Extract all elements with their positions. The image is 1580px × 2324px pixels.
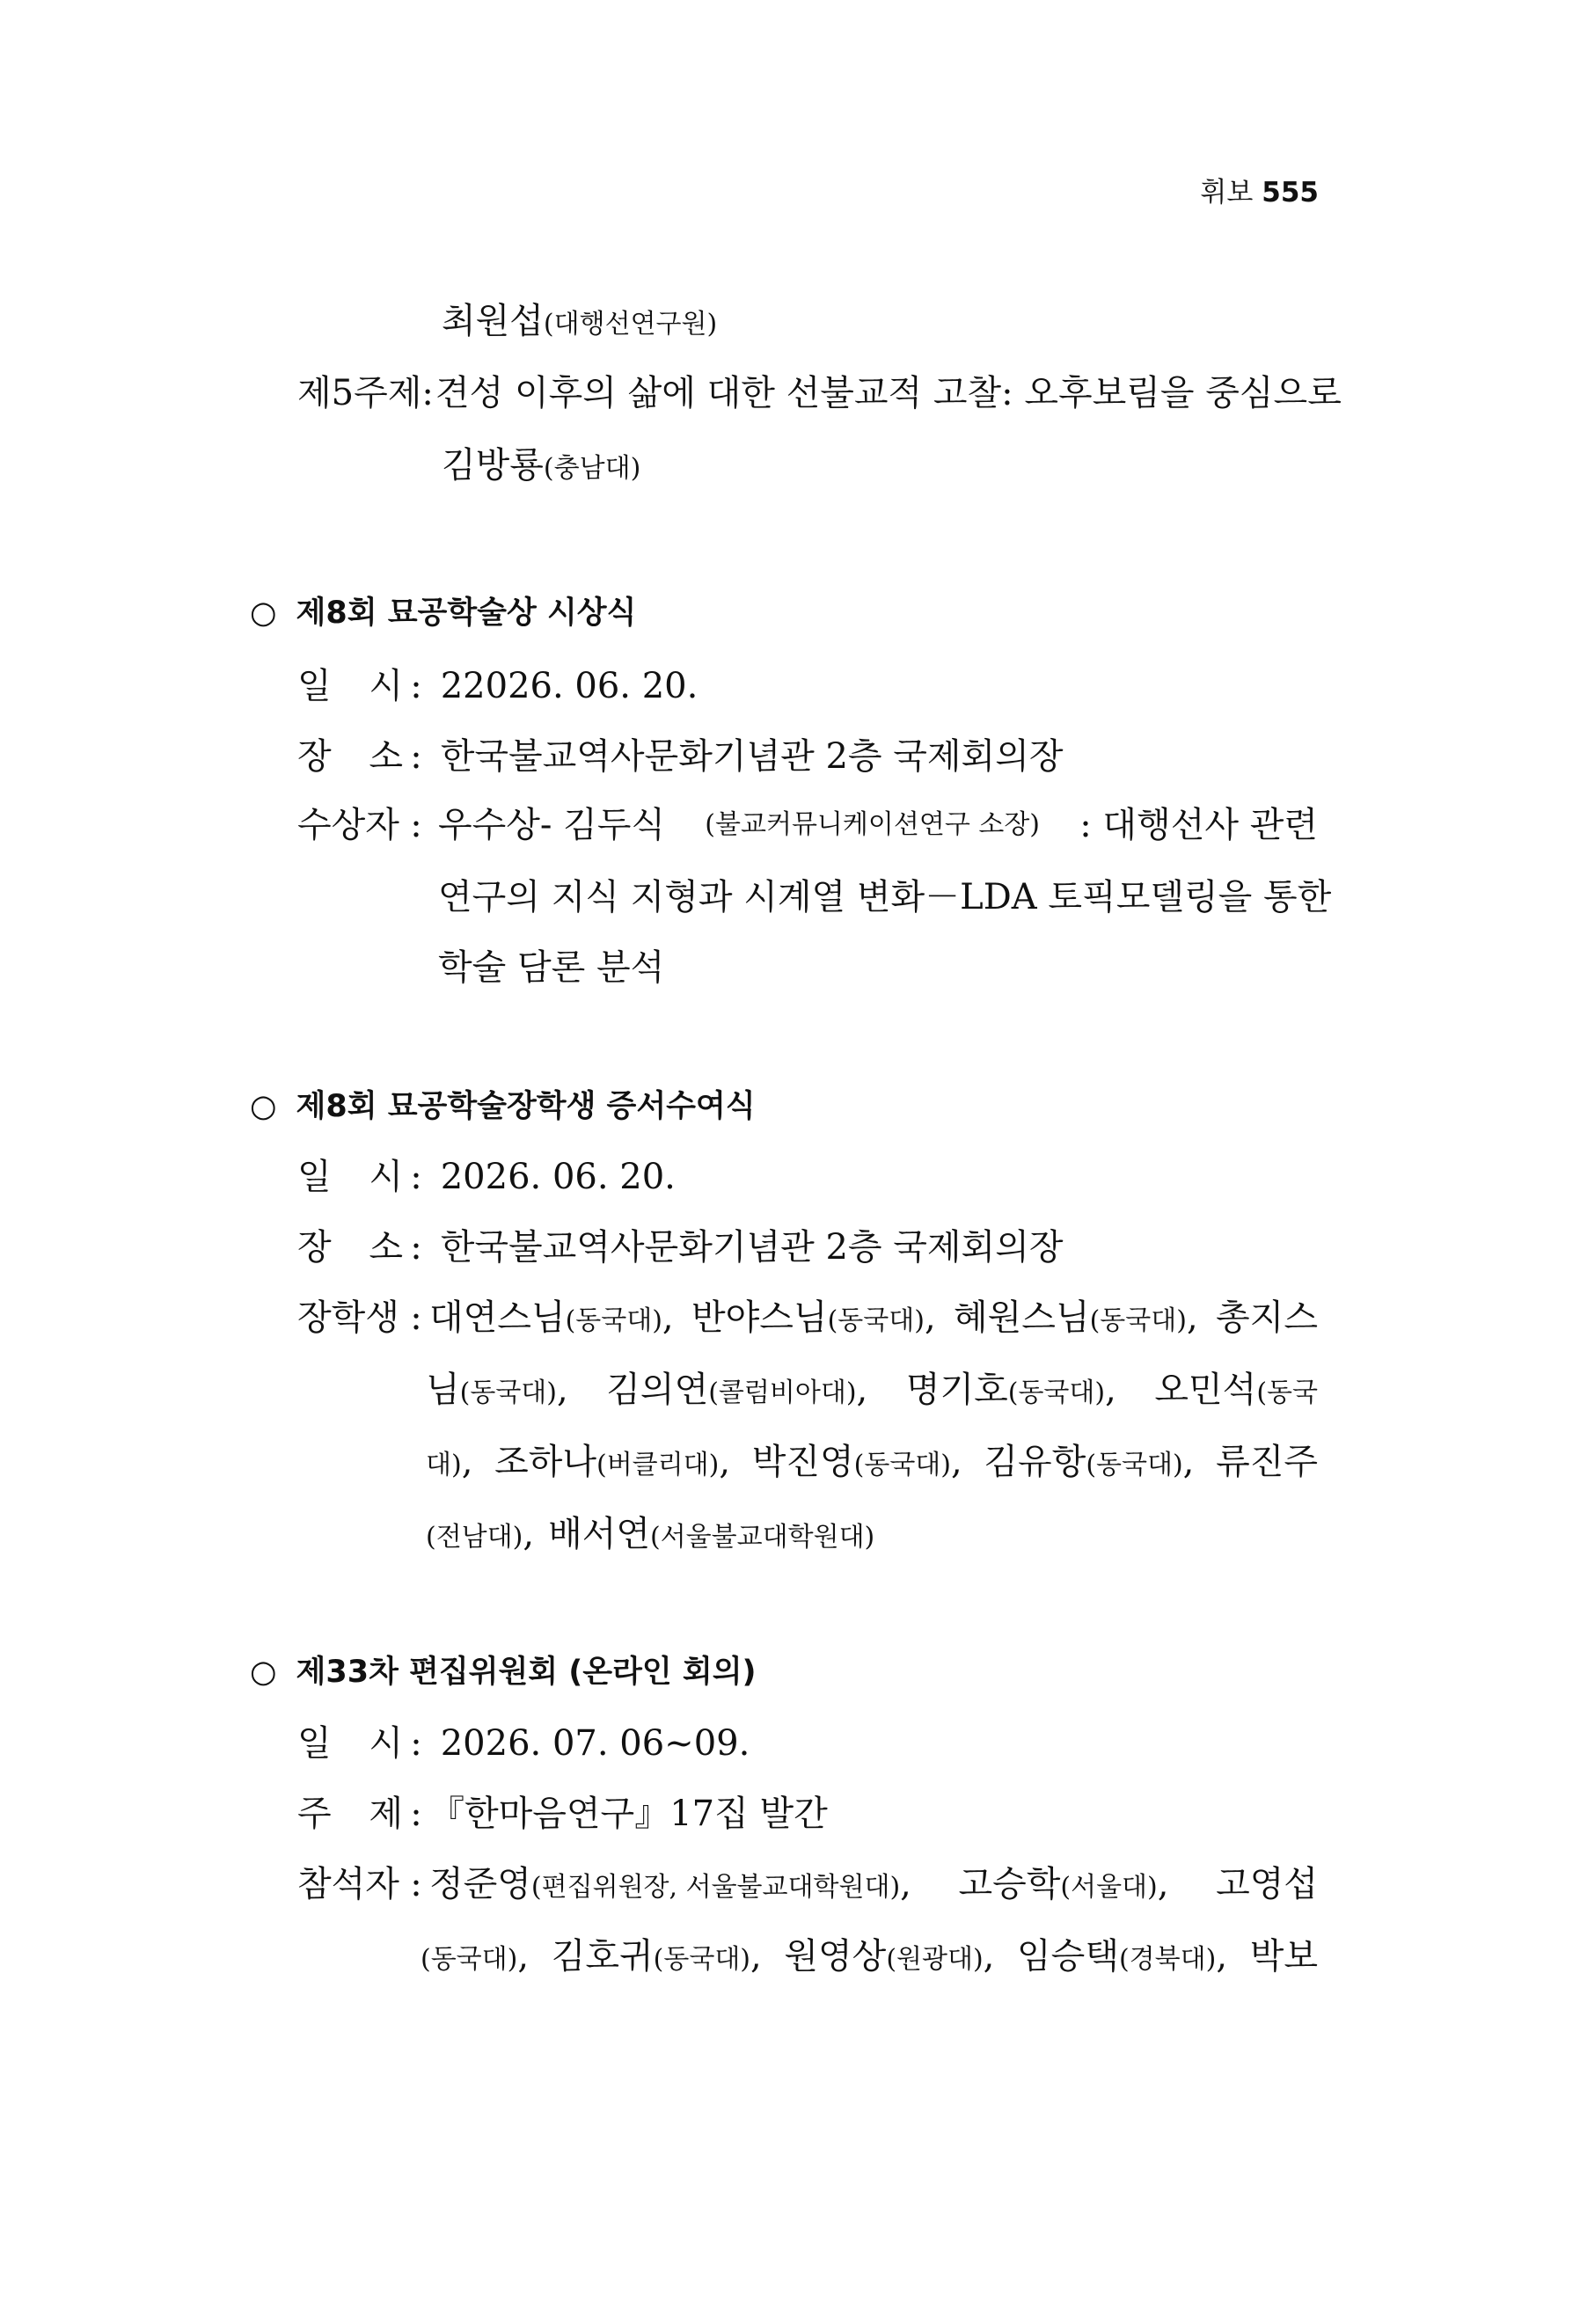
person-entry [1216,1858,1318,1911]
field-label: 장 소 [297,736,403,777]
field-label: 참석자 [297,1864,399,1904]
person-entry [426,1508,534,1560]
person-name: 박보 [1249,1936,1318,1977]
presenter-name: 김방룡 [442,445,544,486]
person-entry [1154,1363,1318,1416]
colon: : [410,805,422,845]
place-row [297,730,1063,783]
field-label: 일 시 [297,666,403,706]
field-label: 장학생 [297,1297,399,1338]
person-entry [752,1436,962,1488]
attendee-row [297,1858,1318,1911]
person-affiliation: (동국대) [1086,1450,1183,1480]
person-entry [1017,1930,1227,1983]
person-affiliation: (동국대) [421,1944,518,1975]
person-name: 님 [426,1370,460,1410]
separator: , [517,1936,530,1977]
colon: : [410,1794,422,1834]
separator: , [1182,1442,1195,1482]
award-title-line: 학술 담론 분석 [438,947,665,988]
person-affiliation: (전남대) [426,1522,523,1553]
date-row [297,1717,750,1770]
person-entry [984,1436,1194,1488]
separator: , [1216,1936,1228,1977]
field-label: 장 소 [297,1227,403,1268]
separator: , [662,1297,674,1338]
person-affiliation: (동국대) [827,1305,925,1336]
person-entry [429,1858,911,1911]
field-label: 일 시 [297,1723,403,1764]
date-row [297,1151,676,1203]
separator: , [557,1370,568,1410]
colon: : [410,1723,422,1764]
colon: : [410,1227,422,1268]
date-row [297,660,698,713]
separator: , [983,1936,995,1977]
recipient-list [429,1291,1318,1344]
presenter-line [442,295,717,347]
bullet-icon: ○ [250,1655,277,1690]
person-entry [494,1436,730,1488]
presenter-name: 최원섭 [442,301,544,341]
person-entry [958,1858,1168,1911]
subject-value: 『한마음연구』17집 발간 [429,1794,828,1834]
scholarship-row [297,1291,1318,1344]
heading-text: 제8회 묘공학술장학생 증서수여식 [296,1089,756,1124]
recipient-list [426,1436,1318,1488]
person-name: 혜원스님 [954,1297,1090,1338]
person-entry [548,1508,874,1560]
bullet-icon: ○ [250,596,277,631]
person-name: 김유항 [984,1442,1086,1482]
separator: , [856,1370,868,1410]
person-name: 박진영 [751,1442,854,1482]
section-heading [250,1080,756,1133]
topic5-title: 견성 이후의 삶에 대한 선불교적 고찰: 오후보림을 중심으로 [435,373,1342,413]
person-name: 류진주 [1216,1442,1318,1482]
person-name: 조하나 [494,1442,596,1482]
person-entry [426,1436,472,1488]
separator: , [900,1864,911,1904]
field-label: 수상자 [297,805,399,845]
separator: , [461,1442,473,1482]
award-title-line: 연구의 지식 지형과 시계열 변화－LDA 토픽모델링을 통한 [438,877,1332,917]
person-name: 임승택 [1017,1936,1119,1977]
recipient-list [426,1363,1318,1416]
person-entry [906,1363,1116,1416]
header-label: 휘보 [1200,177,1254,208]
person-name: 배서연 [548,1514,650,1554]
page-number: 555 [1262,177,1319,208]
field-label: 일 시 [297,1157,403,1197]
place-value: 한국불교역사문화기념관 2층 국제회의장 [440,1227,1064,1268]
person-affiliation: (동국대) [1089,1305,1187,1336]
person-affiliation: (동국대) [653,1944,751,1975]
person-affiliation: (경북대) [1118,1944,1217,1975]
person-name: 대연스님 [429,1297,566,1338]
separator: , [719,1442,731,1482]
person-affiliation: (콜럼비아대) [708,1378,857,1408]
person-affiliation: (원광대) [886,1944,984,1975]
person-entry [1216,1436,1318,1488]
award-row [297,799,1318,851]
person-entry [429,1291,674,1344]
award-affiliation: (불교커뮤니케이션연구 소장) [705,809,1041,840]
running-header [1200,170,1319,209]
person-entry [426,1363,568,1416]
date-value: 2026. 06. 20. [440,1157,676,1197]
presenter-affiliation: (대행선연구원) [543,309,718,340]
attendee-list [429,1858,1318,1911]
section-heading [250,587,636,639]
heading-text: 제33차 편집위원회 (온라인 회의) [296,1655,757,1690]
colon: : [410,1157,422,1197]
person-entry [1216,1291,1318,1344]
place-value: 한국불교역사문화기념관 2층 국제회의장 [440,736,1064,777]
person-affiliation: (동국대) [565,1305,662,1336]
heading-text: 제8회 묘공학술상 시상식 [296,596,637,631]
colon: : [410,1297,422,1338]
person-name: 원영상 [784,1936,887,1977]
colon: : [410,1864,422,1904]
separator: , [951,1442,962,1482]
separator: , [1157,1864,1169,1904]
person-entry [606,1363,867,1416]
date-value: 22026. 06. 20. [440,666,699,706]
attendee-list [421,1930,1318,1983]
person-affiliation: (동국 [1256,1378,1318,1408]
field-label: 주 제 [297,1794,403,1834]
person-affiliation: (서울불교대학원대) [650,1522,875,1553]
topic5-line [297,367,1342,420]
person-entry [421,1930,529,1983]
bullet-icon: ○ [250,1089,277,1124]
separator: , [1186,1297,1198,1338]
separator: , [1105,1370,1116,1410]
person-name: 반야스님 [691,1297,828,1338]
place-row [297,1221,1063,1274]
subject-row [297,1787,828,1840]
person-entry [691,1291,936,1344]
person-affiliation: (동국대) [1007,1378,1106,1408]
person-name: 명기호 [905,1370,1008,1410]
separator: , [924,1297,936,1338]
colon: : [410,666,422,706]
person-affiliation: (동국대) [459,1378,557,1408]
person-entry [954,1291,1198,1344]
award-title-start: : 대행선사 관련 [1079,805,1318,845]
section-heading [250,1646,757,1699]
person-name: 고영섭 [1216,1864,1318,1904]
person-name: 고승학 [958,1864,1061,1904]
presenter-line [442,439,640,492]
person-entry [552,1930,762,1983]
person-name: 김의연 [606,1370,709,1410]
topic5-label: 제5주제: [297,373,434,413]
person-name: 오민석 [1154,1370,1257,1410]
presenter-affiliation: (충남대) [543,453,641,484]
recipient-list [426,1508,874,1560]
person-name: 총지스 [1216,1297,1318,1338]
person-affiliation: 대) [426,1450,462,1480]
person-entry [1250,1930,1318,1983]
person-name: 정준영 [429,1864,531,1904]
person-entry [784,1930,994,1983]
person-affiliation: (편집위원장, 서울불교대학원대) [530,1872,901,1903]
award-winner: 우수상- 김두식 [438,805,666,845]
separator: , [523,1514,535,1554]
person-affiliation: (버클리대) [596,1450,720,1480]
person-name: 김호귀 [551,1936,654,1977]
date-value: 2026. 07. 06~09. [440,1723,750,1764]
colon: : [410,736,422,777]
person-affiliation: (동국대) [853,1450,951,1480]
person-affiliation: (서울대) [1060,1872,1158,1903]
separator: , [750,1936,762,1977]
